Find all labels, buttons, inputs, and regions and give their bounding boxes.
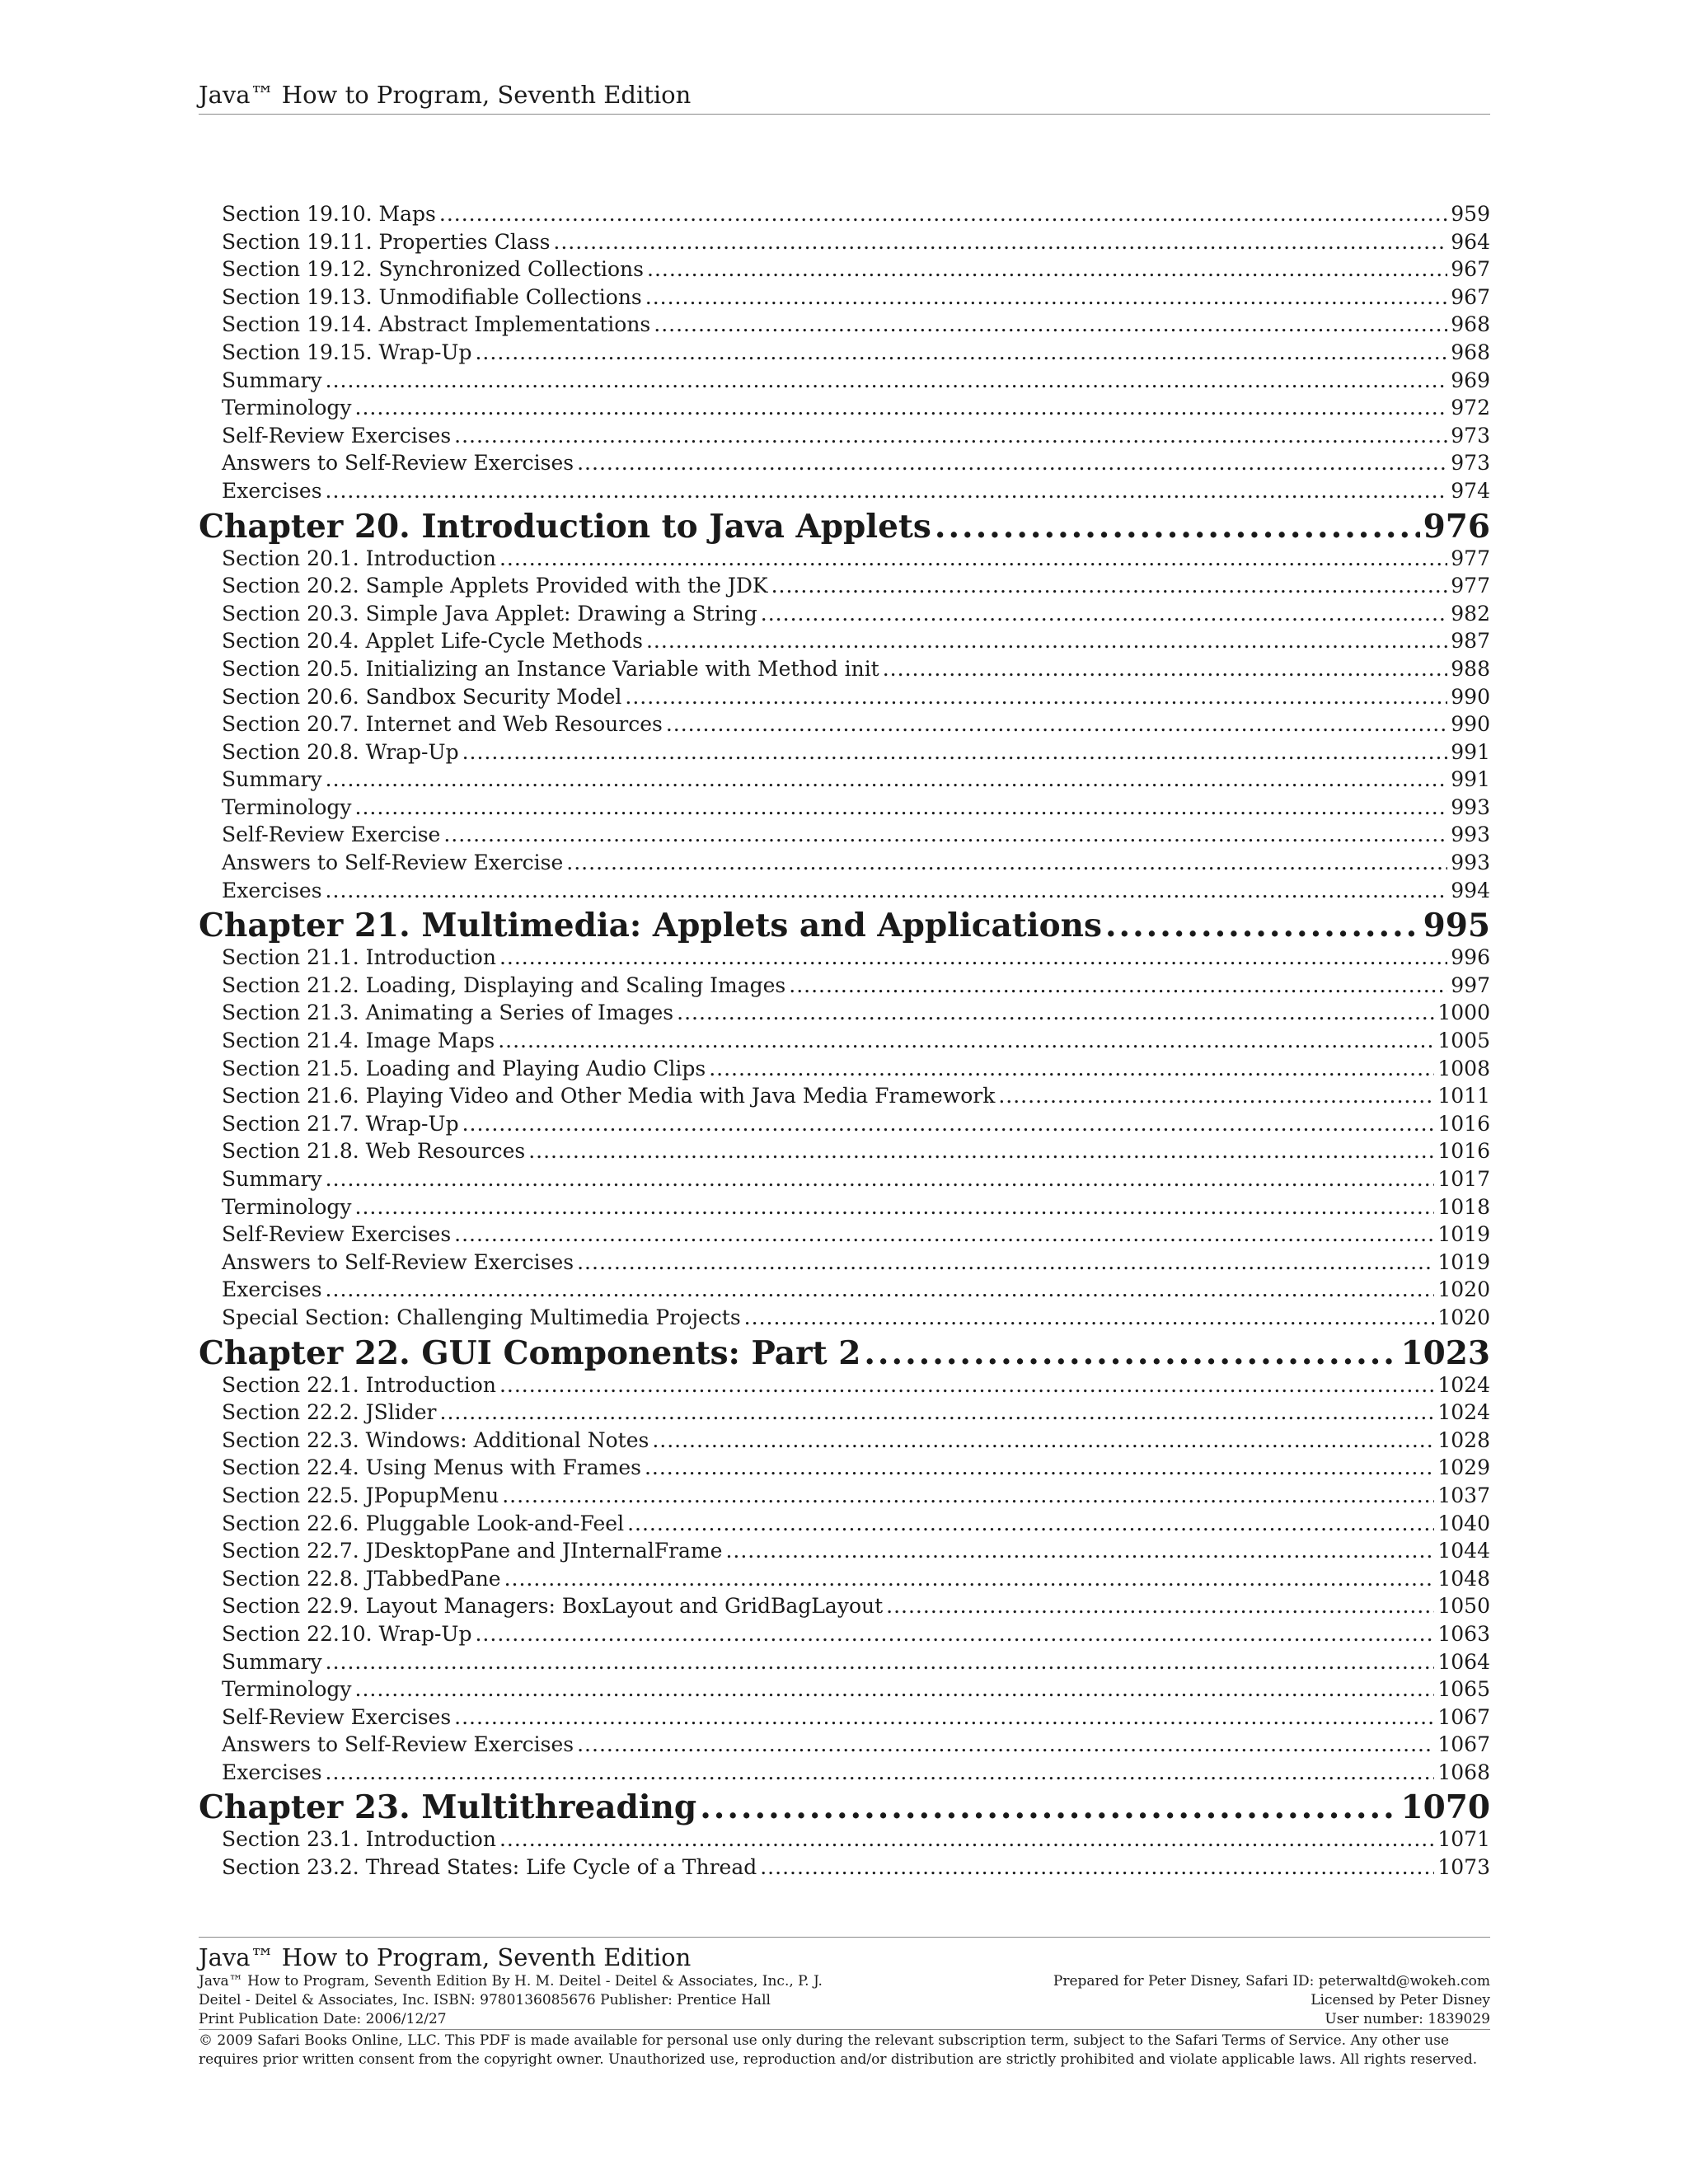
toc-entry-label: Section 23.1. Introduction [222, 1827, 496, 1852]
toc-section-entry[interactable] [199, 312, 1490, 340]
toc-section-entry[interactable] [199, 1732, 1490, 1760]
toc-dot-leader [646, 629, 1447, 653]
toc-page-number: 1071 [1437, 1827, 1490, 1852]
toc-entry-label: Section 22.3. Windows: Additional Notes [222, 1427, 649, 1452]
toc-page-number: 1067 [1437, 1732, 1490, 1757]
toc-entry-label: Section 21.5. Loading and Playing Audio Clips [222, 1056, 706, 1080]
toc-entry-label: Self-Review Exercises [222, 423, 452, 448]
toc-page-number: 993 [1451, 794, 1490, 819]
toc-page-number: 969 [1451, 368, 1490, 392]
toc-entry-label: Section 22.1. Introduction [222, 1372, 496, 1397]
toc-page-number: 968 [1451, 340, 1490, 364]
toc-section-entry[interactable] [199, 1277, 1490, 1305]
toc-dot-leader [454, 424, 1447, 448]
toc-dot-leader [886, 1594, 1434, 1618]
toc-dot-leader [789, 973, 1447, 997]
toc-dot-leader [566, 851, 1447, 874]
toc-page-number: 973 [1451, 451, 1490, 476]
toc-entry-label: Terminology [222, 794, 352, 819]
toc-page-number: 976 [1423, 507, 1490, 546]
toc-entry-label: Section 22.9. Layout Managers: BoxLayout and GridBagLayout [222, 1594, 884, 1619]
footer-divider [199, 2029, 1490, 2030]
toc-section-entry[interactable] [199, 340, 1490, 368]
footer-license-info [1053, 1972, 1490, 2029]
toc-page-number: 1005 [1437, 1029, 1490, 1053]
toc-entry-label: Terminology [222, 396, 352, 420]
toc-page-number: 1048 [1437, 1566, 1490, 1591]
toc-page-number: 996 [1451, 945, 1490, 970]
toc-page-number: 1063 [1437, 1621, 1490, 1646]
toc-section-entry[interactable] [199, 1250, 1490, 1278]
toc-chapter-entry[interactable] [199, 1788, 1490, 1827]
header-title: Java™ How to Program, Seventh Edition [199, 81, 692, 109]
toc-dot-leader [725, 1539, 1434, 1563]
toc-dot-leader [647, 257, 1447, 281]
table-of-contents [199, 202, 1490, 1883]
toc-section-entry[interactable] [199, 1139, 1490, 1167]
toc-entry-label: Section 20.2. Sample Applets Provided with the JDK [222, 574, 768, 598]
toc-entry-label: Section 19.15. Wrap-Up [222, 340, 472, 364]
toc-entry-label: Exercises [222, 1277, 322, 1302]
toc-dot-leader [462, 1112, 1435, 1136]
copyright-line: © 2009 Safari Books Online, LLC. This PDF is made available for personal use only during the relevant subscription term, subject to the Safari Terms of Service. Any other use [199, 2032, 1450, 2049]
toc-page-number: 995 [1423, 907, 1490, 945]
toc-section-entry[interactable] [199, 602, 1490, 630]
toc-dot-leader [528, 1139, 1434, 1163]
toc-section-entry[interactable] [199, 396, 1490, 424]
toc-dot-leader [666, 712, 1447, 736]
toc-page-number: 1024 [1437, 1400, 1490, 1425]
toc-section-entry[interactable] [199, 1760, 1490, 1788]
toc-entry-label: Section 22.6. Pluggable Look-and-Feel [222, 1511, 625, 1535]
toc-page-number: 1020 [1437, 1277, 1490, 1302]
toc-page-number: 993 [1451, 823, 1490, 847]
toc-page-number: 1065 [1437, 1677, 1490, 1702]
toc-section-entry[interactable] [199, 1373, 1490, 1401]
toc-dot-leader [645, 285, 1448, 309]
toc-section-entry[interactable] [199, 451, 1490, 479]
header-rule [199, 114, 1490, 115]
toc-dot-leader [326, 1760, 1435, 1784]
toc-page-number: 1008 [1437, 1056, 1490, 1080]
toc-dot-leader [439, 202, 1447, 226]
toc-section-entry[interactable] [199, 1167, 1490, 1195]
toc-page-number: 1018 [1437, 1194, 1490, 1219]
toc-dot-leader [499, 546, 1447, 570]
toc-dot-leader [864, 1334, 1397, 1372]
toc-section-entry[interactable] [199, 1428, 1490, 1456]
toc-entry-label: Chapter 21. Multimedia: Applets and Applications [199, 907, 1102, 945]
copyright-line: requires prior written consent from the copyright owner. Unauthorized use, reproduction and/or distribution are strictly prohibited and violate applicable laws. All rights reserved. [199, 2051, 1478, 2068]
toc-entry-label: Exercises [222, 1760, 322, 1784]
toc-entry-label: Section 20.6. Sandbox Security Model [222, 684, 622, 709]
toc-page-number: 997 [1451, 972, 1490, 997]
toc-dot-leader [627, 1511, 1434, 1535]
toc-section-entry[interactable] [199, 546, 1490, 574]
toc-dot-leader [654, 312, 1447, 336]
toc-page-number: 964 [1451, 229, 1490, 254]
toc-entry-label: Exercises [222, 878, 322, 902]
toc-dot-leader [355, 1195, 1435, 1219]
toc-section-entry[interactable] [199, 851, 1490, 879]
toc-section-entry[interactable] [199, 823, 1490, 851]
toc-section-entry[interactable] [199, 767, 1490, 795]
toc-section-entry[interactable] [199, 1705, 1490, 1733]
toc-entry-label: Answers to Self-Review Exercises [222, 451, 574, 476]
toc-entry-label: Self-Review Exercise [222, 823, 441, 847]
toc-page-number: 973 [1451, 423, 1490, 448]
footer-book-info [199, 1972, 940, 2029]
toc-page-number: 1016 [1437, 1139, 1490, 1164]
toc-page-number: 1019 [1437, 1249, 1490, 1274]
toc-entry-label: Section 19.10. Maps [222, 202, 436, 226]
toc-entry-label: Answers to Self-Review Exercises [222, 1732, 574, 1757]
toc-page-number: 1070 [1400, 1788, 1490, 1827]
toc-section-entry[interactable] [199, 1195, 1490, 1223]
toc-entry-label: Chapter 23. Multithreading [199, 1788, 697, 1827]
toc-entry-label: Section 22.4. Using Menus with Frames [222, 1455, 641, 1480]
toc-entry-label: Self-Review Exercises [222, 1222, 452, 1247]
toc-entry-label: Self-Review Exercises [222, 1704, 452, 1729]
toc-dot-leader [709, 1057, 1434, 1080]
toc-page-number: 1016 [1437, 1111, 1490, 1136]
toc-section-entry[interactable] [199, 1057, 1490, 1085]
toc-page-number: 1028 [1437, 1427, 1490, 1452]
toc-page-number: 967 [1451, 257, 1490, 282]
toc-page-number: 1011 [1437, 1084, 1490, 1108]
toc-page-number: 1050 [1437, 1594, 1490, 1619]
toc-page-number: 1017 [1437, 1167, 1490, 1191]
toc-entry-label: Section 21.1. Introduction [222, 945, 496, 970]
toc-page-number: 1023 [1400, 1333, 1490, 1372]
toc-entry-label: Section 23.2. Thread States: Life Cycle of a Thread [222, 1855, 757, 1880]
toc-entry-label: Section 20.4. Applet Life-Cycle Methods [222, 629, 643, 654]
toc-section-entry[interactable] [199, 368, 1490, 396]
toc-section-entry[interactable] [199, 1539, 1490, 1567]
toc-section-entry[interactable] [199, 285, 1490, 313]
toc-dot-leader [700, 1788, 1397, 1826]
toc-entry-label: Answers to Self-Review Exercise [222, 851, 564, 875]
toc-section-entry[interactable] [199, 1567, 1490, 1595]
toc-page-number: 987 [1451, 629, 1490, 654]
toc-entry-label: Section 19.11. Properties Class [222, 229, 551, 254]
toc-section-entry[interactable] [199, 230, 1490, 258]
toc-chapter-entry[interactable] [199, 507, 1490, 546]
toc-entry-label: Section 20.3. Simple Java Applet: Drawing a String [222, 601, 757, 626]
toc-entry-label: Section 21.7. Wrap-Up [222, 1111, 459, 1136]
toc-chapter-entry[interactable] [199, 1333, 1490, 1373]
toc-section-entry[interactable] [199, 879, 1490, 907]
toc-dot-leader [645, 1455, 1434, 1479]
toc-dot-leader [443, 823, 1447, 846]
toc-section-entry[interactable] [199, 1650, 1490, 1678]
toc-dot-leader [577, 1250, 1434, 1274]
page-footer [199, 1937, 1490, 2069]
toc-section-entry[interactable] [199, 574, 1490, 602]
toc-entry-label: Section 22.7. JDesktopPane and JInternalFrame [222, 1539, 723, 1563]
toc-section-entry[interactable] [199, 740, 1490, 768]
toc-section-entry[interactable] [199, 1222, 1490, 1250]
toc-page-number: 991 [1451, 767, 1490, 792]
toc-entry-label: Section 20.5. Initializing an Instance Variable with Method init [222, 656, 879, 681]
toc-dot-leader [355, 795, 1448, 819]
toc-section-entry[interactable] [199, 1855, 1490, 1883]
toc-page-number: 977 [1451, 574, 1490, 598]
toc-section-entry[interactable] [199, 1827, 1490, 1855]
toc-page-number: 1044 [1437, 1539, 1490, 1563]
toc-entry-label: Summary [222, 368, 322, 392]
toc-dot-leader [326, 1167, 1435, 1191]
toc-entry-label: Chapter 22. GUI Components: Part 2 [199, 1333, 861, 1372]
toc-page-number: 974 [1451, 478, 1490, 503]
toc-entry-label: Section 20.8. Wrap-Up [222, 739, 459, 764]
toc-section-entry[interactable] [199, 1483, 1490, 1511]
toc-dot-leader [326, 1277, 1435, 1301]
toc-page-number: 968 [1451, 312, 1490, 337]
toc-page-number: 1064 [1437, 1649, 1490, 1674]
toc-page-number: 1068 [1437, 1760, 1490, 1784]
toc-page-number: 1024 [1437, 1372, 1490, 1397]
footer-license-line: Licensed by Peter Disney [1311, 1992, 1490, 2008]
toc-page-number: 1020 [1437, 1305, 1490, 1329]
toc-entry-label: Section 21.3. Animating a Series of Images [222, 1001, 674, 1025]
toc-entry-label: Exercises [222, 478, 322, 503]
toc-dot-leader [935, 508, 1420, 546]
toc-section-entry[interactable] [199, 257, 1490, 285]
toc-dot-leader [652, 1428, 1434, 1452]
footer-info [199, 1972, 1490, 2029]
toc-page-number: 1000 [1437, 1001, 1490, 1025]
toc-section-entry[interactable] [199, 1622, 1490, 1650]
toc-entry-label: Section 19.13. Unmodifiable Collections [222, 284, 642, 309]
toc-entry-label: Section 19.14. Abstract Implementations [222, 312, 651, 337]
toc-page-number: 982 [1451, 601, 1490, 626]
toc-dot-leader [502, 1483, 1434, 1507]
footer-book-line: Deitel - Deitel & Associates, Inc. ISBN: 9780136085676 Publisher: Prentice Hall [199, 1992, 771, 2008]
toc-entry-label: Section 21.2. Loading, Displaying and Scaling Images [222, 972, 786, 997]
toc-page-number: 967 [1451, 284, 1490, 309]
toc-dot-leader [326, 767, 1448, 791]
toc-dot-leader [326, 1650, 1435, 1674]
toc-dot-leader [625, 685, 1447, 709]
toc-section-entry[interactable] [199, 1594, 1490, 1622]
toc-entry-label: Summary [222, 1167, 322, 1191]
toc-dot-leader [454, 1705, 1434, 1729]
toc-entry-label: Summary [222, 767, 322, 792]
toc-dot-leader [504, 1567, 1435, 1591]
toc-section-entry[interactable] [199, 1677, 1490, 1705]
toc-dot-leader [771, 574, 1448, 598]
toc-section-entry[interactable] [199, 657, 1490, 685]
toc-entry-label: Section 21.6. Playing Video and Other Media with Java Media Framework [222, 1084, 996, 1108]
toc-entry-label: Section 20.1. Introduction [222, 546, 496, 570]
toc-dot-leader [499, 1827, 1434, 1851]
toc-chapter-entry[interactable] [199, 906, 1490, 945]
toc-section-entry[interactable] [199, 1305, 1490, 1333]
toc-dot-leader [326, 368, 1448, 392]
toc-page-number: 972 [1451, 396, 1490, 420]
toc-entry-label: Special Section: Challenging Multimedia Projects [222, 1305, 741, 1329]
page-header [199, 78, 1490, 115]
toc-entry-label: Section 22.2. JSlider [222, 1400, 437, 1425]
toc-page-number: 988 [1451, 656, 1490, 681]
toc-dot-leader [326, 479, 1448, 503]
toc-page-number: 991 [1451, 739, 1490, 764]
toc-dot-leader [355, 1677, 1435, 1701]
footer-license-line: User number: 1839029 [1325, 2011, 1490, 2027]
toc-section-entry[interactable] [199, 1001, 1490, 1029]
toc-dot-leader [761, 602, 1448, 626]
toc-dot-leader [440, 1400, 1435, 1424]
toc-section-entry[interactable] [199, 945, 1490, 973]
toc-dot-leader [1105, 907, 1420, 944]
toc-section-entry[interactable] [199, 1511, 1490, 1540]
toc-section-entry[interactable] [199, 479, 1490, 507]
toc-dot-leader [498, 1029, 1434, 1052]
toc-entry-label: Terminology [222, 1677, 352, 1702]
toc-page-number: 1037 [1437, 1483, 1490, 1507]
toc-dot-leader [883, 657, 1448, 681]
toc-entry-label: Answers to Self-Review Exercises [222, 1249, 574, 1274]
toc-page-number: 959 [1451, 202, 1490, 226]
toc-dot-leader [677, 1001, 1434, 1024]
toc-page-number: 1040 [1437, 1511, 1490, 1535]
toc-entry-label: Terminology [222, 1194, 352, 1219]
toc-page-number: 990 [1451, 712, 1490, 737]
toc-section-entry[interactable] [199, 973, 1490, 1001]
toc-dot-leader [553, 230, 1447, 254]
toc-dot-leader [998, 1084, 1434, 1108]
toc-dot-leader [355, 396, 1448, 419]
toc-page-number: 1029 [1437, 1455, 1490, 1480]
footer-rule [199, 1937, 1490, 1938]
toc-entry-label: Chapter 20. Introduction to Java Applets [199, 507, 931, 546]
toc-page-number: 1067 [1437, 1704, 1490, 1729]
toc-entry-label: Section 22.5. JPopupMenu [222, 1483, 499, 1507]
toc-entry-label: Section 20.7. Internet and Web Resources [222, 712, 663, 737]
toc-dot-leader [475, 1622, 1434, 1646]
footer-title: Java™ How to Program, Seventh Edition [199, 1943, 692, 1971]
toc-entry-label: Section 22.10. Wrap-Up [222, 1621, 472, 1646]
toc-page-number: 993 [1451, 851, 1490, 875]
footer-copyright [199, 2032, 1490, 2069]
toc-section-entry[interactable] [199, 1455, 1490, 1483]
toc-section-entry[interactable] [199, 1084, 1490, 1112]
toc-section-entry[interactable] [199, 202, 1490, 230]
toc-page-number: 977 [1451, 546, 1490, 570]
toc-section-entry[interactable] [199, 712, 1490, 740]
toc-dot-leader [499, 945, 1447, 969]
toc-section-entry[interactable] [199, 795, 1490, 823]
toc-dot-leader [462, 740, 1448, 764]
toc-dot-leader [744, 1305, 1435, 1329]
toc-page-number: 990 [1451, 684, 1490, 709]
footer-book-line: Print Publication Date: 2006/12/27 [199, 2011, 447, 2027]
toc-section-entry[interactable] [199, 629, 1490, 657]
toc-section-entry[interactable] [199, 685, 1490, 713]
toc-page-number: 994 [1451, 878, 1490, 902]
toc-section-entry[interactable] [199, 1112, 1490, 1140]
footer-license-line: Prepared for Peter Disney, Safari ID: peterwaltd@wokeh.com [1053, 1973, 1490, 1990]
toc-entry-label: Section 22.8. JTabbedPane [222, 1566, 501, 1591]
toc-dot-leader [577, 1732, 1434, 1756]
toc-entry-label: Section 21.4. Image Maps [222, 1029, 495, 1053]
toc-page-number: 1019 [1437, 1222, 1490, 1247]
toc-dot-leader [760, 1855, 1434, 1879]
toc-dot-leader [454, 1222, 1434, 1246]
footer-book-line: Java™ How to Program, Seventh Edition By H. M. Deitel - Deitel & Associates, Inc., P. J. [199, 1973, 823, 1990]
toc-entry-label: Section 19.12. Synchronized Collections [222, 257, 644, 282]
toc-dot-leader [577, 451, 1447, 475]
toc-dot-leader [326, 879, 1448, 902]
toc-dot-leader [475, 340, 1447, 364]
toc-section-entry[interactable] [199, 1029, 1490, 1057]
toc-entry-label: Section 21.8. Web Resources [222, 1139, 526, 1164]
toc-page-number: 1073 [1437, 1855, 1490, 1880]
toc-section-entry[interactable] [199, 424, 1490, 452]
toc-section-entry[interactable] [199, 1400, 1490, 1428]
toc-dot-leader [499, 1373, 1434, 1397]
toc-entry-label: Summary [222, 1649, 322, 1674]
